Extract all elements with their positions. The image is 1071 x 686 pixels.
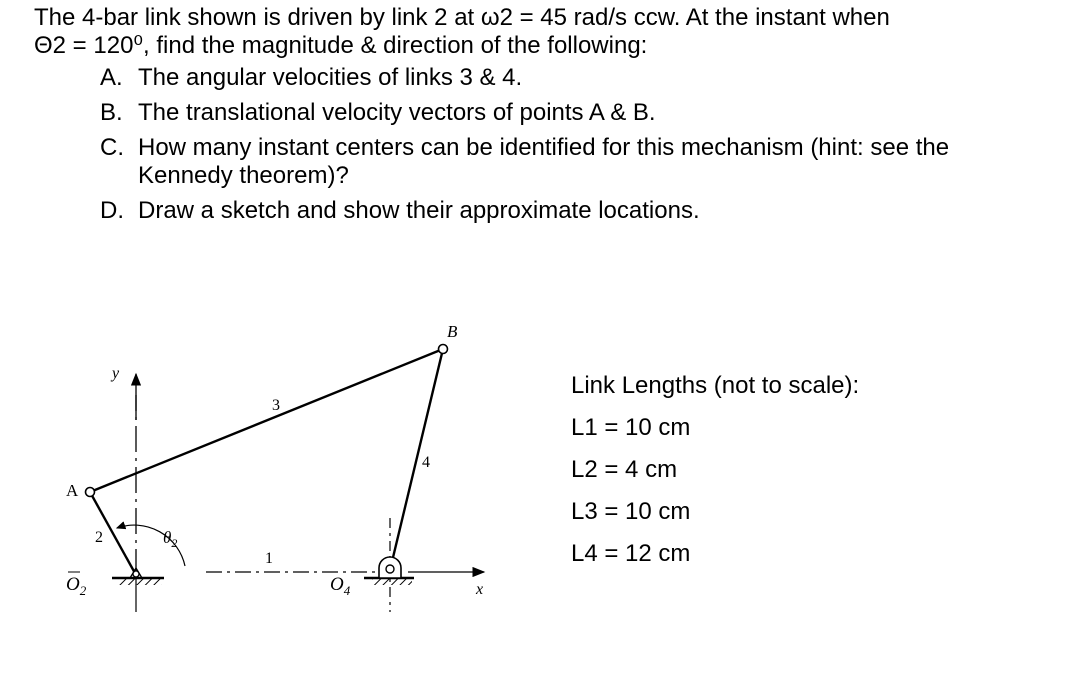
part-text: The translational velocity vectors of points A & B. xyxy=(138,99,656,126)
part-a xyxy=(100,64,1054,92)
theta2-label xyxy=(163,528,177,550)
part-text: Draw a sketch and show their approximate locations. xyxy=(138,197,700,224)
four-bar-linkage-diagram xyxy=(50,300,570,630)
theta2-symbol: θ xyxy=(163,528,172,547)
o4-letter: O xyxy=(330,574,344,595)
o2-pivot xyxy=(133,571,139,577)
theta2-subscript: 2 xyxy=(171,536,178,550)
joint-b xyxy=(439,345,448,354)
link-lengths-title: Link Lengths (not to scale): xyxy=(571,372,860,399)
o2-subscript: 2 xyxy=(79,583,87,598)
problem-intro-line-1: The 4-bar link shown is driven by link 2 at ω2 = 45 rad/s ccw. At the instant when xyxy=(34,4,890,31)
link-length-l4: L4 = 12 cm xyxy=(571,540,691,567)
part-letter: D. xyxy=(100,197,124,224)
link-3 xyxy=(90,349,443,492)
o4-pivot xyxy=(386,565,394,573)
part-letter: B. xyxy=(100,99,123,126)
link-4-label: 4 xyxy=(422,454,430,471)
problem-statement xyxy=(34,4,1054,232)
link-3-label: 3 xyxy=(272,397,280,414)
o4-subscript: 4 xyxy=(343,583,351,598)
part-text: How many instant centers can be identified for this mechanism (hint: see the Kennedy theorem)? xyxy=(138,134,950,189)
o4-label xyxy=(330,574,351,598)
link-1-label: 1 xyxy=(265,550,273,567)
part-d xyxy=(100,197,1054,225)
o2-letter: O xyxy=(66,574,80,595)
point-a-label: A xyxy=(66,481,79,500)
link-2-label: 2 xyxy=(95,529,103,546)
link-lengths-panel xyxy=(571,372,859,582)
o2-label xyxy=(66,574,87,598)
link-4 xyxy=(390,349,443,570)
problem-intro-line-2: Θ2 = 120⁰, find the magnitude & direction of the following: xyxy=(34,32,648,59)
link-length-l1: L1 = 10 cm xyxy=(571,414,691,441)
part-c xyxy=(100,134,1054,190)
link-length-l2: L2 = 4 cm xyxy=(571,456,678,483)
problem-parts-list xyxy=(100,64,1054,225)
y-axis-label: y xyxy=(112,365,120,382)
link-length-l3: L3 = 10 cm xyxy=(571,498,691,525)
part-letter: A. xyxy=(100,64,123,91)
part-b xyxy=(100,99,1054,127)
x-axis-label: x xyxy=(476,581,484,598)
joint-a xyxy=(86,488,95,497)
part-text: The angular velocities of links 3 & 4. xyxy=(138,64,523,91)
point-b-label: B xyxy=(447,322,458,341)
part-letter: C. xyxy=(100,134,124,161)
